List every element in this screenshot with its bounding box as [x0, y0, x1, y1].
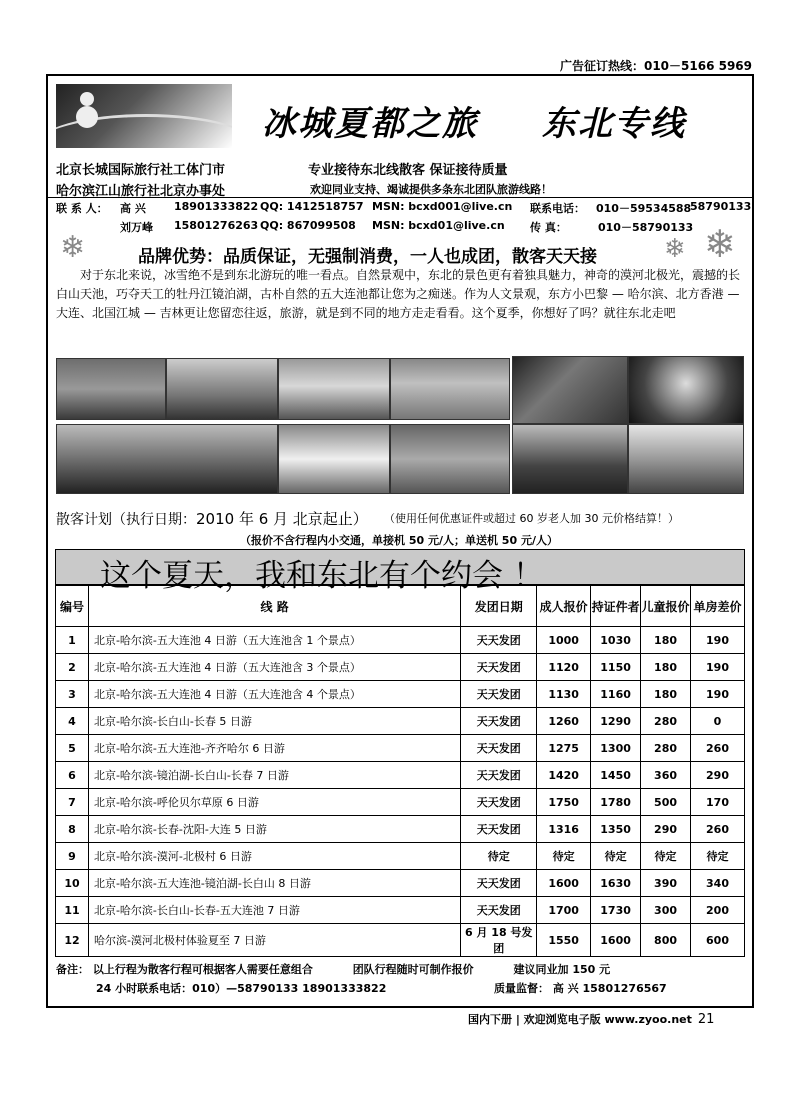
- ad-hotline: 广告征订热线：010－5166 5969: [559, 59, 752, 73]
- price-note: （报价不含行程内小交通，单接机 50 元/人；单送机 50 元/人）: [240, 534, 558, 547]
- photo-church: [166, 358, 278, 420]
- cell-child: 800: [641, 924, 691, 957]
- col-child: 儿童报价: [641, 586, 691, 627]
- cell-holder: 待定: [591, 843, 641, 870]
- cell-route: 北京-哈尔滨-五大连池 4 日游（五大连池含 3 个景点）: [88, 654, 460, 681]
- col-date: 发团日期: [461, 586, 537, 627]
- cell-holder: 1630: [591, 870, 641, 897]
- fax-number: 010－58790133: [598, 221, 694, 234]
- cell-single: 600: [691, 924, 745, 957]
- table-row: [56, 708, 745, 735]
- cell-single: 170: [691, 789, 745, 816]
- cell-holder: 1600: [591, 924, 641, 957]
- cell-child: 360: [641, 762, 691, 789]
- photo-town: [628, 424, 744, 494]
- cell-route: 北京-哈尔滨-呼伦贝尔草原 6 日游: [88, 789, 460, 816]
- remark-group: 团队行程随时可制作报价: [352, 963, 474, 976]
- cell-date: 天天发团: [461, 627, 537, 654]
- cell-no: 7: [56, 789, 89, 816]
- page-number: 21: [697, 1012, 715, 1027]
- table-header-row: [56, 586, 745, 627]
- contact-label: 联 系 人：: [56, 202, 108, 215]
- cell-child: 180: [641, 627, 691, 654]
- contact-phone-1: 18901333822: [174, 200, 259, 213]
- cell-date: 天天发团: [461, 708, 537, 735]
- contact-qq-1: QQ: 1412518757: [260, 200, 364, 213]
- contact-name-1: 高 兴: [120, 202, 146, 215]
- photo-sunset-lake: [628, 356, 744, 424]
- cell-single: 190: [691, 627, 745, 654]
- photo-waterfall: [278, 424, 390, 494]
- cell-no: 6: [56, 762, 89, 789]
- cell-date: 天天发团: [461, 870, 537, 897]
- cell-holder: 1290: [591, 708, 641, 735]
- table-row: [56, 843, 745, 870]
- photo-festival: [512, 356, 628, 424]
- cell-single: 290: [691, 762, 745, 789]
- cell-child: 500: [641, 789, 691, 816]
- cell-child: 280: [641, 708, 691, 735]
- cell-holder: 1030: [591, 627, 641, 654]
- col-adult: 成人报价: [537, 586, 591, 627]
- cell-adult: 待定: [537, 843, 591, 870]
- contact-qq-2: QQ: 867099508: [260, 219, 356, 232]
- plan-title-a: 散客计划（执行日期：: [56, 512, 196, 528]
- contact-msn-2: MSN: bcxd01@live.cn: [372, 219, 505, 232]
- cell-single: 190: [691, 654, 745, 681]
- photo-grassland: [390, 358, 510, 420]
- cell-child: 180: [641, 681, 691, 708]
- cell-no: 8: [56, 816, 89, 843]
- cell-adult: 1550: [537, 924, 591, 957]
- remarks-line-2: [96, 980, 386, 996]
- page-title: 冰城夏都之旅: [262, 104, 478, 144]
- remark-supervision: 质量监督： 高 兴 15801276567: [494, 982, 667, 995]
- footer-text: 国内下册 | 欢迎浏览电子版 www.zyoo.net: [468, 1013, 692, 1026]
- cell-holder: 1350: [591, 816, 641, 843]
- cell-no: 3: [56, 681, 89, 708]
- cell-route: 北京-哈尔滨-长白山-长春-五大连池 7 日游: [88, 897, 460, 924]
- cell-route: 北京-哈尔滨-漠河-北极村 6 日游: [88, 843, 460, 870]
- cell-route: 北京-哈尔滨-长白山-长春 5 日游: [88, 708, 460, 735]
- col-route: 线 路: [88, 586, 460, 627]
- cell-adult: 1700: [537, 897, 591, 924]
- cell-date: 6 月 18 号发团: [461, 924, 537, 957]
- cell-adult: 1130: [537, 681, 591, 708]
- cell-holder: 1300: [591, 735, 641, 762]
- plan-title: [56, 508, 368, 529]
- cell-child: 180: [641, 654, 691, 681]
- table-row: [56, 870, 745, 897]
- cell-adult: 1420: [537, 762, 591, 789]
- photo-tianchi-lake: [56, 424, 278, 494]
- photo-coast: [278, 358, 390, 420]
- cell-holder: 1160: [591, 681, 641, 708]
- cell-route: 北京-哈尔滨-五大连池-齐齐哈尔 6 日游: [88, 735, 460, 762]
- snowflake-icon: ❄: [664, 234, 686, 264]
- divider: [48, 197, 752, 198]
- cell-single: 340: [691, 870, 745, 897]
- agency-slogan-2: 欢迎同业支持、竭诚提供多条东北团队旅游线路！: [310, 183, 552, 196]
- remarks-supervision: [494, 980, 667, 996]
- photo-boat-lake: [512, 424, 628, 494]
- cell-route: 北京-哈尔滨-镜泊湖-长白山-长春 7 日游: [88, 762, 460, 789]
- remark-hotline: 24 小时联系电话：010）—58790133 18901333822: [96, 982, 387, 995]
- cell-no: 10: [56, 870, 89, 897]
- cell-child: 280: [641, 735, 691, 762]
- contact-phone-2: 15801276263: [174, 219, 259, 232]
- plan-title-b: 2010 年 6 月 北京起止）: [196, 510, 368, 528]
- cell-no: 9: [56, 843, 89, 870]
- snowflake-icon: ❄: [704, 222, 736, 266]
- cell-no: 1: [56, 627, 89, 654]
- table-row: [56, 789, 745, 816]
- brand-advantage: 品牌优势：品质保证，无强制消费，一人也成团，散客天天接: [138, 247, 597, 267]
- cell-single: 0: [691, 708, 745, 735]
- cell-child: 290: [641, 816, 691, 843]
- col-no: 编号: [56, 586, 89, 627]
- agency-slogan-1: 专业接待东北线散客 保证接待质量: [308, 163, 508, 178]
- tel-label: 联系电话：: [530, 202, 585, 215]
- photo-cranes: [390, 424, 510, 494]
- agency-name-2: 哈尔滨江山旅行社北京办事处: [56, 184, 226, 199]
- table-row: [56, 924, 745, 957]
- cell-no: 4: [56, 708, 89, 735]
- cell-date: 天天发团: [461, 897, 537, 924]
- remark-peer: 建议同业加 150 元: [513, 963, 611, 976]
- table-row: [56, 762, 745, 789]
- cell-date: 待定: [461, 843, 537, 870]
- agency-name-1: 北京长城国际旅行社工体门市: [56, 163, 226, 178]
- remark-combine: 以上行程为散客行程可根据客人需要任意组合: [92, 963, 313, 976]
- table-row: [56, 897, 745, 924]
- remarks-line-1: [56, 961, 610, 977]
- cell-adult: 1275: [537, 735, 591, 762]
- cell-date: 天天发团: [461, 681, 537, 708]
- cell-child: 390: [641, 870, 691, 897]
- cell-single: 190: [691, 681, 745, 708]
- cell-holder: 1150: [591, 654, 641, 681]
- plan-discount-note: （使用任何优惠证件或超过 60 岁老人加 30 元价格结算！）: [384, 512, 679, 525]
- cell-holder: 1450: [591, 762, 641, 789]
- table-row: [56, 816, 745, 843]
- tel-number-2: 58790133: [690, 200, 752, 213]
- cell-adult: 1600: [537, 870, 591, 897]
- cell-date: 天天发团: [461, 816, 537, 843]
- cell-holder: 1780: [591, 789, 641, 816]
- cell-no: 5: [56, 735, 89, 762]
- cell-route: 北京-哈尔滨-长春-沈阳-大连 5 日游: [88, 816, 460, 843]
- cell-date: 天天发团: [461, 735, 537, 762]
- cell-date: 天天发团: [461, 762, 537, 789]
- cell-route: 北京-哈尔滨-五大连池 4 日游（五大连池含 4 个景点）: [88, 681, 460, 708]
- cell-no: 12: [56, 924, 89, 957]
- winter-header-image: [56, 84, 232, 148]
- cell-adult: 1316: [537, 816, 591, 843]
- fax-label: 传 真：: [530, 221, 567, 234]
- cell-single: 260: [691, 816, 745, 843]
- cell-single: 待定: [691, 843, 745, 870]
- table-row: [56, 735, 745, 762]
- contact-name-2: 刘万峰: [120, 221, 153, 234]
- cell-no: 11: [56, 897, 89, 924]
- table-row: [56, 627, 745, 654]
- col-holder: 持证件者: [591, 586, 641, 627]
- cell-adult: 1000: [537, 627, 591, 654]
- trip-table: [55, 585, 745, 957]
- cell-route: 北京-哈尔滨-五大连池 4 日游（五大连池含 1 个景点）: [88, 627, 460, 654]
- cell-holder: 1730: [591, 897, 641, 924]
- photo-stone-park: [56, 358, 166, 420]
- cell-route: 北京-哈尔滨-五大连池-镜泊湖-长白山 8 日游: [88, 870, 460, 897]
- cell-no: 2: [56, 654, 89, 681]
- snowman-head-icon: [80, 92, 94, 106]
- contact-row-1: [50, 200, 750, 218]
- snowflake-icon: ❄: [60, 230, 86, 265]
- cell-adult: 1260: [537, 708, 591, 735]
- cell-route: 哈尔滨-漠河北极村体验夏至 7 日游: [88, 924, 460, 957]
- footer: [468, 1011, 714, 1027]
- contact-row-2: [50, 219, 750, 237]
- cell-single: 260: [691, 735, 745, 762]
- snowman-icon: [76, 106, 98, 128]
- table-row: [56, 654, 745, 681]
- cell-date: 天天发团: [461, 789, 537, 816]
- cell-single: 200: [691, 897, 745, 924]
- cell-date: 天天发团: [461, 654, 537, 681]
- cell-child: 待定: [641, 843, 691, 870]
- cell-child: 300: [641, 897, 691, 924]
- contact-msn-1: MSN: bcxd001@live.cn: [372, 200, 513, 213]
- banner-slogan: 这个夏天，我和东北有个约会 ！: [100, 558, 544, 594]
- col-single: 单房差价: [691, 586, 745, 627]
- tel-number: 010－59534588: [596, 202, 692, 215]
- cell-adult: 1120: [537, 654, 591, 681]
- remarks-label: 备注：: [56, 963, 89, 976]
- page-title-route: 东北专线: [542, 104, 686, 144]
- table-row: [56, 681, 745, 708]
- intro-paragraph: 对于东北来说，冰雪绝不是到东北游玩的唯一看点。自然景观中，东北的景色更有着独具魅力，神奇的漠河北极光，震撼的长白山天池，巧夺天工的牡丹江镜泊湖，古朴自然的五大连池都让您为之痴迷。作为人文景观，东方小巴黎 — 哈尔滨、北方香港 — 大连、北国江城 — 吉林更让您留恋往返，旅游，就是到不同的地方走走看看。这个夏季，你想好了吗？就往东北走吧: [56, 268, 741, 320]
- cell-adult: 1750: [537, 789, 591, 816]
